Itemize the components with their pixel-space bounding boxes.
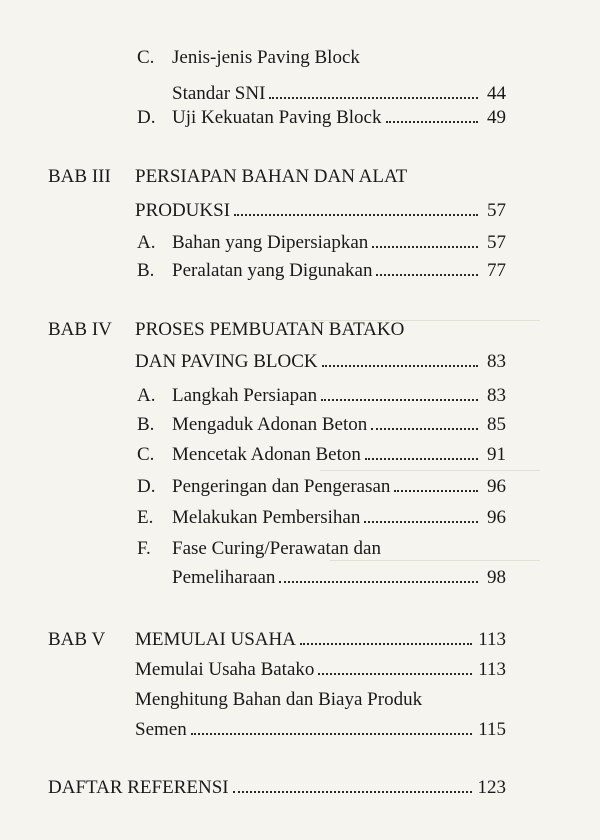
dot-leader [394, 490, 478, 492]
dot-leader [376, 274, 478, 276]
chapter-title: DAN PAVING BLOCK [135, 351, 318, 372]
section-title: DAFTAR REFERENSI [48, 777, 229, 798]
page-number: 96 [487, 476, 506, 497]
entry-letter: D. [137, 107, 156, 128]
dot-leader [364, 521, 478, 523]
entry-letter: E. [137, 507, 154, 528]
entry-title: Fase Curing/Perawatan dan [172, 538, 381, 559]
entry-letter: A. [137, 232, 156, 253]
dot-leader [233, 791, 472, 793]
entry-letter: A. [137, 385, 156, 406]
entry-letter: B. [137, 414, 155, 435]
entry-title: Standar SNI [172, 83, 266, 104]
dot-leader [372, 246, 478, 248]
page-number: 115 [478, 719, 506, 740]
toc-entry-pengeringan[interactable] [172, 475, 506, 499]
dot-leader [365, 458, 478, 460]
entry-title: Mencetak Adonan Beton [172, 444, 361, 465]
page-number: 91 [487, 444, 506, 465]
toc-entry-bab5[interactable] [135, 628, 506, 652]
entry-title: Mengaduk Adonan Beton [172, 414, 368, 435]
toc-entry-standar-sni[interactable] [172, 82, 506, 106]
chapter-label: BAB IV [48, 319, 112, 340]
toc-entry-bahan[interactable] [172, 231, 506, 255]
page-number: 98 [487, 567, 506, 588]
entry-title: Uji Kekuatan Paving Block [172, 107, 382, 128]
entry-title: Jenis-jenis Paving Block [172, 47, 360, 68]
chapter-title: PROSES PEMBUATAN BATAKO [135, 319, 405, 340]
dot-leader [386, 121, 479, 123]
dot-leader [191, 733, 472, 735]
entry-title: Langkah Persiapan [172, 385, 318, 406]
page-number: 85 [487, 414, 506, 435]
toc-entry-mengaduk[interactable] [172, 413, 506, 437]
chapter-label: BAB V [48, 629, 106, 650]
bleed-through-line [320, 470, 540, 471]
page-number: 44 [487, 83, 506, 104]
page-number: 57 [487, 232, 506, 253]
toc-entry-menghitung[interactable] [135, 718, 506, 742]
page-number: 113 [478, 659, 506, 680]
toc-entry-uji-kekuatan[interactable] [172, 106, 506, 130]
dot-leader [321, 399, 478, 401]
page-number: 49 [487, 107, 506, 128]
page-number: 77 [487, 260, 506, 281]
page-number: 83 [487, 351, 506, 372]
chapter-label: BAB III [48, 166, 111, 187]
dot-leader [318, 673, 472, 675]
dot-leader [279, 581, 478, 583]
chapter-title: PERSIAPAN BAHAN DAN ALAT [135, 166, 408, 187]
entry-letter: C. [137, 47, 155, 68]
toc-entry-pembersihan[interactable] [172, 506, 506, 530]
page-number: 83 [487, 385, 506, 406]
entry-letter: B. [137, 260, 155, 281]
chapter-title: PRODUKSI [135, 200, 231, 221]
entry-title: Menghitung Bahan dan Biaya Produk [135, 689, 423, 710]
entry-letter: D. [137, 476, 156, 497]
toc-entry-daftar-referensi[interactable] [48, 776, 506, 800]
entry-title: Pengeringan dan Pengerasan [172, 476, 391, 497]
dot-leader [300, 643, 472, 645]
entry-title: Memulai Usaha Batako [135, 659, 315, 680]
entry-letter: F. [137, 538, 151, 559]
dot-leader [322, 365, 478, 367]
dot-leader [269, 97, 478, 99]
entry-title: Peralatan yang Digunakan [172, 260, 373, 281]
toc-entry-memulai-usaha-batako[interactable] [135, 658, 506, 682]
toc-entry-bab3[interactable] [135, 199, 506, 223]
entry-title: Bahan yang Dipersiapkan [172, 232, 369, 253]
dot-leader [371, 428, 478, 430]
page-number: 113 [478, 629, 506, 650]
toc-entry-peralatan[interactable] [172, 259, 506, 283]
entry-letter: C. [137, 444, 155, 465]
entry-title: Semen [135, 719, 187, 740]
toc-entry-langkah[interactable] [172, 384, 506, 408]
chapter-title: MEMULAI USAHA [135, 629, 296, 650]
entry-title: Pemeliharaan [172, 567, 276, 588]
page-number: 57 [487, 200, 506, 221]
entry-title: Melakukan Pembersihan [172, 507, 361, 528]
toc-entry-bab4[interactable] [135, 350, 506, 374]
toc-entry-pemeliharaan[interactable] [172, 566, 506, 590]
page-number: 96 [487, 507, 506, 528]
dot-leader [234, 214, 478, 216]
toc-entry-mencetak[interactable] [172, 443, 506, 467]
page-number: 123 [477, 777, 506, 798]
